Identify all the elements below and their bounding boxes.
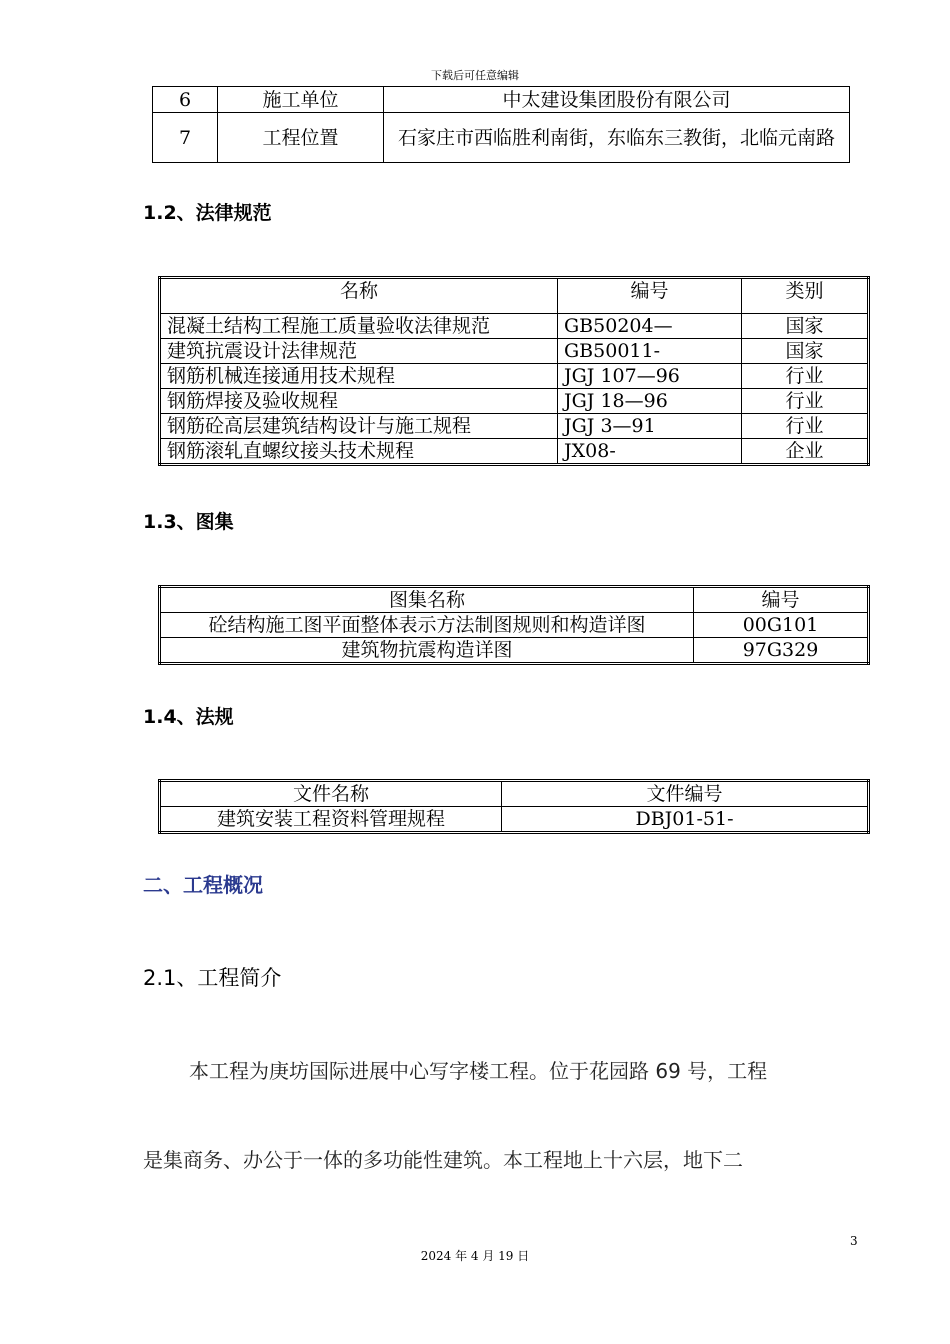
page-number: 3 bbox=[850, 1234, 858, 1248]
project-info-table bbox=[152, 86, 850, 163]
table-row bbox=[160, 339, 869, 364]
table-row bbox=[160, 314, 869, 339]
footer-date: 2024 年 4 月 19 日 bbox=[420, 1249, 530, 1263]
row-item: 施工单位 bbox=[218, 87, 384, 113]
cell-file-name: 建筑安装工程资料管理规程 bbox=[160, 807, 502, 833]
column-header: 名称 bbox=[160, 278, 558, 314]
cell-category: 国家 bbox=[742, 339, 869, 364]
table-row bbox=[160, 364, 869, 389]
table-row bbox=[160, 638, 869, 664]
cell-atlas-code: 97G329 bbox=[694, 638, 869, 664]
cell-atlas-name: 建筑物抗震构造详图 bbox=[160, 638, 694, 664]
paragraph-line: 是集商务、办公于一体的多功能性建筑。本工程地上十六层，地下二 bbox=[143, 1148, 743, 1172]
cell-name: 建筑抗震设计法律规范 bbox=[160, 339, 558, 364]
cell-name: 钢筋滚轧直螺纹接头技术规程 bbox=[160, 439, 558, 465]
cell-atlas-code: 00G101 bbox=[694, 613, 869, 638]
table-row bbox=[153, 87, 850, 113]
cell-code: JX08- bbox=[558, 439, 742, 465]
section-heading-1-3: 1.3、图集 bbox=[143, 511, 234, 533]
cell-name: 钢筋砼高层建筑结构设计与施工规程 bbox=[160, 414, 558, 439]
cell-category: 行业 bbox=[742, 414, 869, 439]
section-heading-1-4: 1.4、法规 bbox=[143, 706, 234, 728]
cell-category: 行业 bbox=[742, 364, 869, 389]
column-header: 文件编号 bbox=[502, 781, 869, 807]
table-header-row bbox=[160, 278, 869, 314]
column-header: 编号 bbox=[558, 278, 742, 314]
column-header: 文件名称 bbox=[160, 781, 502, 807]
paragraph-line: 本工程为庚坊国际进展中心写字楼工程。位于花园路 69 号，工程 bbox=[189, 1059, 768, 1083]
cell-atlas-name: 砼结构施工图平面整体表示方法制图规则和构造详图 bbox=[160, 613, 694, 638]
table-row bbox=[160, 613, 869, 638]
cell-file-code: DBJ01-51- bbox=[502, 807, 869, 833]
law-standards-table bbox=[158, 276, 870, 466]
cell-name: 钢筋焊接及验收规程 bbox=[160, 389, 558, 414]
table-header-row bbox=[160, 781, 869, 807]
section-heading-2-1: 2.1、工程简介 bbox=[143, 966, 282, 990]
row-item: 工程位置 bbox=[218, 113, 384, 163]
chapter-heading-2: 二、工程概况 bbox=[143, 873, 263, 897]
table-row bbox=[160, 389, 869, 414]
cell-name: 混凝土结构工程施工质量验收法律规范 bbox=[160, 314, 558, 339]
row-value: 石家庄市西临胜利南街，东临东三教街，北临元南路 bbox=[384, 113, 850, 163]
table-row bbox=[160, 439, 869, 465]
cell-name: 钢筋机械连接通用技术规程 bbox=[160, 364, 558, 389]
cell-code: GB50204— bbox=[558, 314, 742, 339]
column-header: 类别 bbox=[742, 278, 869, 314]
cell-category: 企业 bbox=[742, 439, 869, 465]
cell-code: JGJ 18—96 bbox=[558, 389, 742, 414]
section-heading-1-2: 1.2、法律规范 bbox=[143, 202, 272, 224]
atlas-table bbox=[158, 585, 870, 665]
table-row bbox=[153, 113, 850, 163]
cell-category: 国家 bbox=[742, 314, 869, 339]
regulations-table bbox=[158, 779, 870, 834]
row-value: 中太建设集团股份有限公司 bbox=[384, 87, 850, 113]
table-row bbox=[160, 807, 869, 833]
cell-category: 行业 bbox=[742, 389, 869, 414]
row-number: 7 bbox=[153, 113, 218, 163]
cell-code: GB50011- bbox=[558, 339, 742, 364]
header-note: 下载后可任意编辑 bbox=[431, 69, 519, 82]
column-header: 图集名称 bbox=[160, 587, 694, 613]
column-header: 编号 bbox=[694, 587, 869, 613]
row-number: 6 bbox=[153, 87, 218, 113]
table-row bbox=[160, 414, 869, 439]
cell-code: JGJ 107—96 bbox=[558, 364, 742, 389]
table-header-row bbox=[160, 587, 869, 613]
cell-code: JGJ 3—91 bbox=[558, 414, 742, 439]
